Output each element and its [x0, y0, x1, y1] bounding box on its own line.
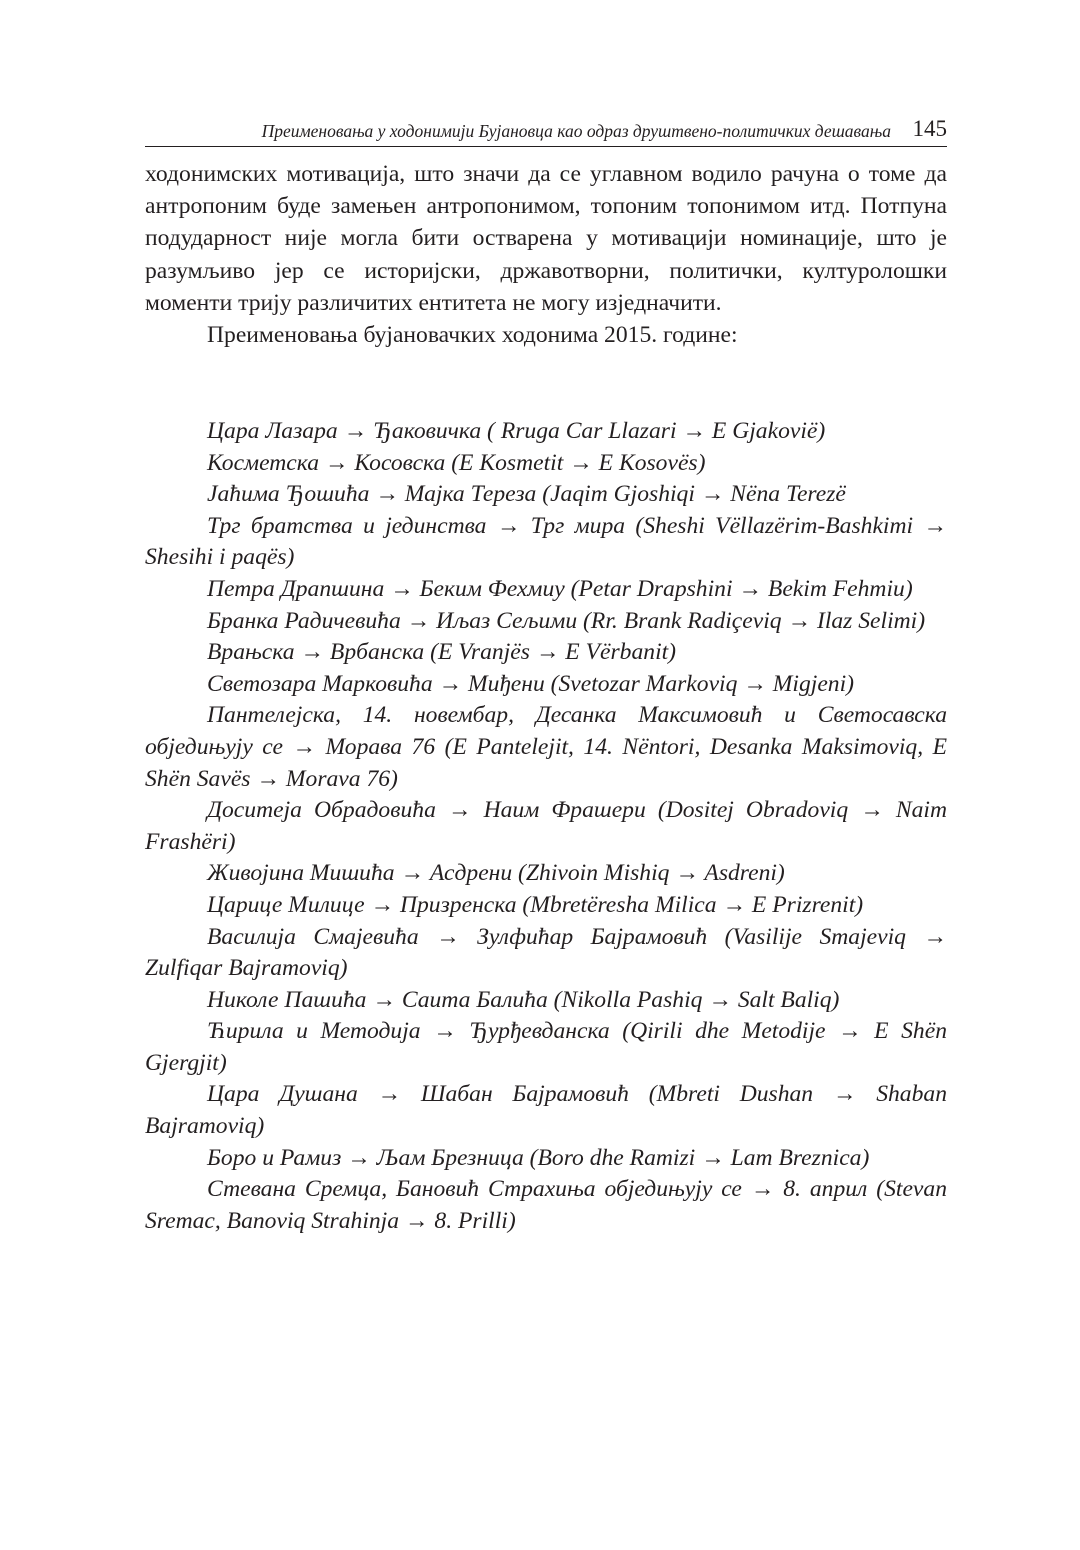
list-entry: Николе Пашића → Саита Балића (Nikolla Pashiq → Salt Baliq) — [207, 986, 840, 1013]
list-entry: Боро и Рамиз → Љам Брезница (Boro dhe Ramizi → Lam Breznica) — [207, 1144, 870, 1171]
list-entry: Доситеја Обрадовића → Наим Фрашери (Dositej Obradoviq → Naim Frashëri) — [145, 797, 947, 855]
running-header — [145, 118, 947, 146]
list-entry: Царице Милице → Призренска (Mbretëresha Milica → E Prizrenit) — [207, 891, 864, 918]
list-entry: Трг братства и јединства → Трг мира (Sheshi Vëllazërim-Bashkimi → Shesihi i paqës) — [145, 512, 947, 571]
page-number: 145 — [912, 116, 947, 141]
list-intro: Преименовања бујановачких ходонима 2015. године: — [207, 322, 738, 349]
list-entry: Светозара Марковића → Миђени (Svetozar Markoviq → Migjeni) — [207, 670, 855, 697]
list-entry: Стевана Сремца, Бановић Страхиња обједињују се → 8. април (Stevan Sremac, Banoviq Strahinja → 8. Prilli) — [145, 1176, 947, 1234]
list-entry: Ћирила и Методија → Ђурђевданска (Qirili dhe Metodije → E Shën Gjergjit) — [145, 1018, 947, 1076]
list-entry: Василија Смајевића → Зулфићар Бајрамовић (Vasilije Smajeviq → Zulfiqar Bajramoviq) — [145, 923, 947, 982]
list-entry: Петра Драпшина → Беким Фехмиу (Petar Drapshini → Bekim Fehmiu) — [207, 575, 913, 602]
list-entry: Косметска → Косовска (E Kosmetit → E Kosovës) — [207, 449, 706, 476]
renaming-list — [145, 416, 947, 1237]
running-header-title: Преименовања у ходонимији Бујановца као одраз друштвено-политичких дешавања — [261, 121, 891, 141]
list-entry: Живојина Мишића → Асдрени (Zhivoin Mishiq → Asdreni) — [207, 860, 785, 887]
list-entry: Јаћима Ђошића → Мајка Тереза (Jaqim Gjoshiqi → Nëna Terezë — [207, 481, 846, 508]
list-entry: Цара Душана → Шабан Бајрамовић (Mbreti Dushan → Shaban Bajramoviq) — [145, 1081, 947, 1140]
list-entry: Пантелејска, 14. новембар, Десанка Максимовић и Светосавска обједињују се → Морава 76 (E Pantelejit, 14. Nëntori, Desanka Maksimoviq, E Shën Savës → Morava 76) — [145, 702, 947, 792]
header-rule — [145, 146, 947, 147]
list-entry: Бранка Радичевића → Иљаз Сељими (Rr. Brank Radiçeviq → Ilaz Selimi) — [207, 607, 926, 634]
body-text — [145, 158, 947, 351]
list-entry: Цара Лазара → Ђаковичка ( Rruga Car Llazari → E Gjakoviё) — [207, 418, 826, 444]
body-paragraph: ходонимских мотивација, што значи да се углавном водило рачуна о томе да антропоним буде замењен антропонимом, топоним топонимом итд. Потпуна подударност није могла бити остварена у мотивацији номинације, што је разумљиво јер се историјски, државотворни, политички, културолошки моменти трију различитих ентитета не могу изједначити. — [145, 161, 947, 316]
list-entry: Врањска → Врбанска (E Vranjës → E Vërbanit) — [207, 639, 677, 666]
